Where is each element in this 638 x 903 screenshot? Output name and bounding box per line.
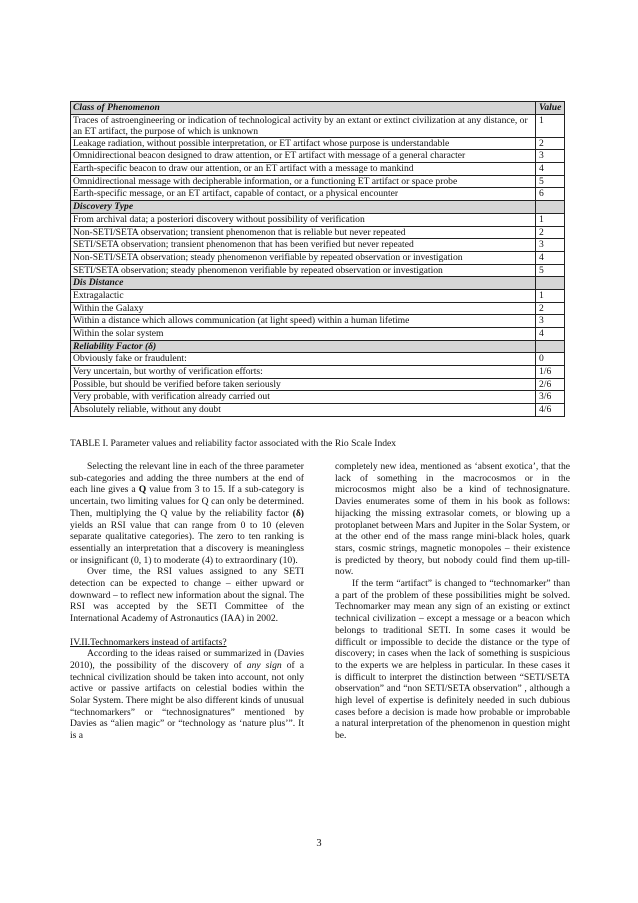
text-run: yields an RSI value that can range from 0 to 10 (eleven separate qualitative categories). The zero to ten ranking is essentially an interpretation that a discovery is meaningless or insignificant (0, 1) to moderate (4) to extraordinary (10). — [70, 519, 304, 566]
table-row — [71, 315, 565, 328]
row-value: 4 — [536, 163, 565, 176]
row-label: From archival data; a posteriori discovery without possibility of verification — [71, 213, 536, 226]
row-label: SETI/SETA observation; transient phenomenon that has been verified but never repeated — [71, 239, 536, 252]
table-section-header — [71, 201, 565, 214]
row-value: 3 — [536, 150, 565, 163]
row-label: Omnidirectional beacon designed to draw attention, or ET artifact with message of a general character — [71, 150, 536, 163]
paragraph-artifact-term: If the term “artifact” is changed to “technomarker” than a part of the problem of these possibilities might be solved. Technomarker may mean any sign of an existing or extinct technical civilization – except a message or a beacon which belongs to traditional SETI. In some cases it would be difficult or impossible to decide the distance or the type of discovery; in cases when the lack of something is suspicious to the experts we are helpless in particular. In these cases it is difficult to interpret the distinction between “SETI/SETA observation” and “non SETI/SETA observation” , although a high level of expertise is definitely needed in such dubious cases before a decision is made how probable or improbable a natural interpretation of the phenomenon in question might be. — [335, 578, 570, 742]
right-text-column — [335, 461, 570, 742]
table-row — [71, 404, 565, 417]
section-header-label: Discovery Type — [71, 201, 536, 214]
q-symbol: Q — [138, 484, 147, 496]
row-value: 6 — [536, 188, 565, 201]
table-row — [71, 150, 565, 163]
row-value: 1 — [536, 114, 565, 137]
section-header-value — [536, 201, 565, 214]
row-label: Traces of astroengineering or indication of technological activity by an extant or extinct civilization at any distance, or an ET artifact, the purpose of which is unknown — [71, 114, 536, 137]
table-row — [71, 137, 565, 150]
text-run: According to the ideas raised or summarized in (Davies 2010), the possibility of the discovery of — [70, 648, 304, 671]
table-caption: TABLE I. Parameter values and reliability factor associated with the Rio Scale Index — [70, 438, 397, 449]
row-label: Non-SETI/SETA observation; transient phenomenon that is reliable but never repeated — [71, 226, 536, 239]
row-label: Earth-specific message, or an ET artifact, capable of contact, or a physical encounter — [71, 188, 536, 201]
row-label: Within a distance which allows communication (at light speed) within a human lifetime — [71, 315, 536, 328]
row-label: Possible, but should be verified before taken seriously — [71, 378, 536, 391]
row-value: 0 — [536, 353, 565, 366]
row-value: 2 — [536, 302, 565, 315]
row-value: 2 — [536, 137, 565, 150]
left-text-column — [70, 461, 304, 742]
section-header-value — [536, 340, 565, 353]
row-label: Obviously fake or fraudulent: — [71, 353, 536, 366]
table-row — [71, 302, 565, 315]
row-value: 3 — [536, 239, 565, 252]
table-row — [71, 328, 565, 341]
row-value: 2/6 — [536, 378, 565, 391]
paragraph-rsi-over-time: Over time, the RSI values assigned to any SETI detection can be expected to change – either upward or downward – to reflect new information about the signal. The RSI was accepted by the SETI Committee of the International Academy of Astronautics (IAA) in 2002. — [70, 566, 304, 625]
row-value: 3/6 — [536, 391, 565, 404]
section-header-value — [536, 277, 565, 290]
row-label: Very uncertain, but worthy of verification efforts: — [71, 366, 536, 379]
table-section-header — [71, 102, 565, 115]
paragraph-absent-exotica: completely new idea, mentioned as ‘absent exotica’, that the lack of something in the macrocosmos or in the microcosmos might also be a kind of technosignature. Davies enumerates some of them in his book as follows: hijacking the missing extrasolar comets, or blowing up a protoplanet between Mars and Jupiter in the Solar System, or at the other end of the mass range mini-black holes, quark stars, cosmic strings, magnetic monopoles – their existence is predicted by theory, but nobody could find them up-till-now. — [335, 461, 570, 578]
section-header-label: Reliability Factor (δ) — [71, 340, 536, 353]
text-run: Selecting the relevant line in each of the three parameter sub-categories and adding the three numbers at the end of each line gives a — [70, 461, 304, 496]
table-row — [71, 391, 565, 404]
row-value: 2 — [536, 226, 565, 239]
section-heading: IV.II.Technomarkers instead of artifacts? — [70, 636, 227, 648]
row-label: Earth-specific beacon to draw our attention, or an ET artifact with a message to mankind — [71, 163, 536, 176]
row-label: Very probable, with verification already carried out — [71, 391, 536, 404]
paragraph-technomarkers — [70, 648, 304, 742]
row-label: Absolutely reliable, without any doubt — [71, 404, 536, 417]
table-row — [71, 289, 565, 302]
text-run: value from 3 to 15. If a sub-category is uncertain, two limiting values for Q can only be determined. Then, multiplying the Q value by the reliability factor — [70, 484, 305, 519]
row-label: Within the solar system — [71, 328, 536, 341]
emphasis-any-sign: any sign — [246, 659, 282, 671]
row-value: 3 — [536, 315, 565, 328]
rio-scale-table — [70, 101, 565, 417]
rio-scale-table-body — [71, 102, 565, 417]
row-value: 1 — [536, 213, 565, 226]
table-row — [71, 378, 565, 391]
section-header-label: Class of Phenomenon — [71, 102, 536, 115]
row-label: Extragalactic — [71, 289, 536, 302]
row-value: 5 — [536, 264, 565, 277]
table-row — [71, 366, 565, 379]
table-row — [71, 163, 565, 176]
delta-symbol: (δ) — [292, 507, 304, 519]
table-row — [71, 226, 565, 239]
table-row — [71, 264, 565, 277]
row-value: 4 — [536, 328, 565, 341]
table-row — [71, 175, 565, 188]
row-label: Within the Galaxy — [71, 302, 536, 315]
table-section-header — [71, 340, 565, 353]
row-value: 5 — [536, 175, 565, 188]
section-header-value: Value — [536, 102, 565, 115]
table-row — [71, 213, 565, 226]
table-row — [71, 251, 565, 264]
table-row — [71, 353, 565, 366]
row-label: Leakage radiation, without possible interpretation, or ET artifact whose purpose is understandable — [71, 137, 536, 150]
row-value: 4 — [536, 251, 565, 264]
row-label: Non-SETI/SETA observation; steady phenomenon verifiable by repeated observation or investigation — [71, 251, 536, 264]
row-value: 1 — [536, 289, 565, 302]
row-label: Omnidirectional message with decipherable information, or a functioning ET artifact or space probe — [71, 175, 536, 188]
row-label: SETI/SETA observation; steady phenomenon verifiable by repeated observation or investigation — [71, 264, 536, 277]
row-value: 1/6 — [536, 366, 565, 379]
table-row — [71, 114, 565, 137]
table-section-header — [71, 277, 565, 290]
text-run: of a technical civilization should be taken into account, not only active or passive artifacts on celestial bodies within the Solar System. There might be also different kinds of unusual “technomarkers” or “technosignatures” mentioned by Davies as “alien magic” or “technology as ‘nature plus’”. It is a — [70, 659, 305, 742]
section-header-label: Dis Distance — [71, 277, 536, 290]
paragraph-rsi-calculation — [70, 461, 304, 566]
row-value: 4/6 — [536, 404, 565, 417]
table-row — [71, 239, 565, 252]
page-number: 3 — [316, 838, 322, 849]
table-row — [71, 188, 565, 201]
